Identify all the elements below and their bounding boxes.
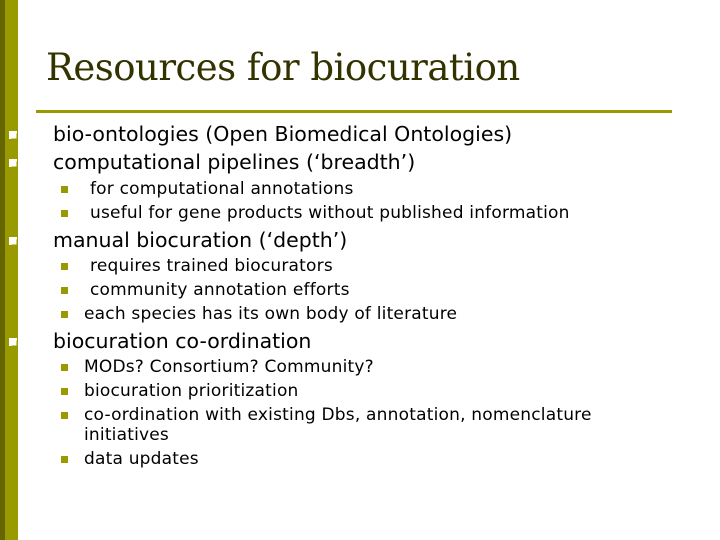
sub-bullet-coordination-existing-dbs [84, 405, 592, 425]
square-sub-bullet-icon [61, 186, 68, 193]
square-sub-bullet-icon [61, 388, 68, 395]
square-bullet-icon [8, 236, 18, 246]
sub-bullet-community-annotation [90, 280, 350, 300]
square-sub-bullet-icon [61, 364, 68, 371]
square-sub-bullet-icon [61, 311, 68, 318]
sub-bullet-text: data updates [84, 449, 199, 469]
bullet-text: bio-ontologies (Open Biomedical Ontologies) [53, 122, 513, 146]
square-bullet-icon [8, 130, 18, 140]
square-sub-bullet-icon [61, 287, 68, 294]
sub-bullet-trained-biocurators [90, 256, 333, 276]
bullet-text: manual biocuration (‘depth’) [53, 228, 348, 252]
sub-bullet-text: requires trained biocurators [90, 256, 333, 276]
sub-bullet-prioritization [84, 381, 299, 401]
slide-title: Resources for biocuration [46, 46, 520, 89]
title-underline [36, 110, 672, 113]
sub-bullet-text: MODs? Consortium? Community? [84, 357, 374, 377]
bullet-computational-pipelines [53, 150, 415, 174]
sub-bullet-text: community annotation efforts [90, 280, 350, 300]
sub-bullet-text-continuation: initiatives [84, 425, 169, 445]
sub-bullet-species-literature [84, 304, 457, 324]
sub-bullet-computational-annotations [90, 179, 354, 199]
square-bullet-icon [8, 158, 18, 168]
sub-bullet-data-updates [84, 449, 199, 469]
bullet-text: computational pipelines (‘breadth’) [53, 150, 416, 174]
square-sub-bullet-icon [61, 263, 68, 270]
sub-bullet-text: biocuration prioritization [84, 381, 299, 401]
square-bullet-icon [8, 337, 18, 347]
sub-bullet-text: useful for gene products without published information [90, 203, 570, 223]
square-sub-bullet-icon [61, 412, 68, 419]
sub-bullet-continuation [84, 425, 169, 445]
sub-bullet-mods-consortium [84, 357, 374, 377]
sub-bullet-text: each species has its own body of literature [84, 304, 458, 324]
bullet-text: biocuration co-ordination [53, 329, 312, 353]
left-accent-bar [5, 0, 18, 540]
bullet-biocuration-coordination [53, 329, 311, 353]
square-sub-bullet-icon [61, 210, 68, 217]
sub-bullet-text: co-ordination with existing Dbs, annotation, nomenclature [84, 405, 592, 425]
sub-bullet-useful-for-gene-products [90, 203, 570, 223]
bullet-manual-biocuration [53, 228, 347, 252]
sub-bullet-text: for computational annotations [90, 179, 354, 199]
square-sub-bullet-icon [61, 456, 68, 463]
bullet-bio-ontologies [53, 122, 512, 146]
